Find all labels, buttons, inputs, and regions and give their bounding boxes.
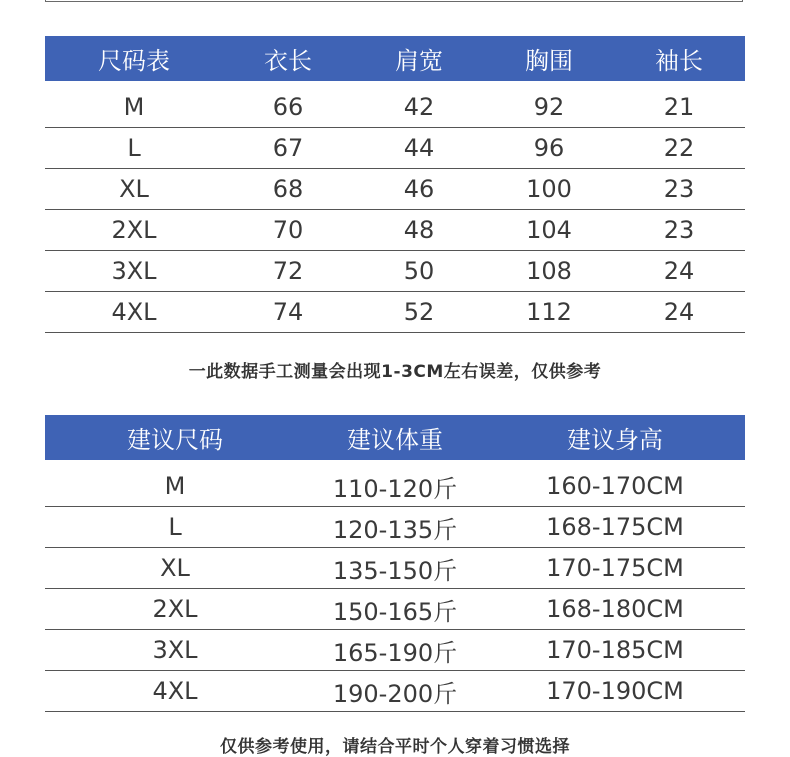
table-row [45,589,745,630]
cell-sleeve: 23 [613,210,745,251]
previous-section-frame [45,0,743,2]
cell-sleeve: 23 [613,169,745,210]
cell-size: 3XL [45,630,305,671]
cell-size: M [45,87,223,128]
header-recommended-height: 建议身高 [485,415,745,460]
cell-chest: 92 [485,87,613,128]
cell-chest: 104 [485,210,613,251]
measurement-note: 一此数据手工测量会出现1-3CM左右误差，仅供参考 [188,362,602,382]
table-row [45,466,745,507]
cell-size: 2XL [45,210,223,251]
cell-weight: 190-200斤 [305,671,485,712]
header-size: 尺码表 [45,36,223,81]
cell-weight: 110-120斤 [305,466,485,507]
cell-length: 68 [223,169,353,210]
header-length: 衣长 [223,36,353,81]
table-row [45,128,745,169]
recommendation-table [45,415,745,712]
cell-size: L [45,128,223,169]
header-recommended-weight: 建议体重 [305,415,485,460]
cell-sleeve: 24 [613,292,745,333]
header-shoulder: 肩宽 [353,36,485,81]
cell-shoulder: 50 [353,251,485,292]
cell-sleeve: 22 [613,128,745,169]
cell-size: M [45,466,305,507]
cell-weight: 150-165斤 [305,589,485,630]
header-chest: 胸围 [485,36,613,81]
cell-shoulder: 48 [353,210,485,251]
cell-length: 74 [223,292,353,333]
table-row [45,87,745,128]
cell-size: L [45,507,305,548]
cell-shoulder: 44 [353,128,485,169]
table-row [45,630,745,671]
cell-chest: 112 [485,292,613,333]
cell-size: 3XL [45,251,223,292]
cell-chest: 96 [485,128,613,169]
cell-height: 170-185CM [485,630,745,671]
recommendation-header-row [45,415,745,460]
cell-chest: 108 [485,251,613,292]
table-row [45,671,745,712]
table-row [45,548,745,589]
cell-chest: 100 [485,169,613,210]
cell-weight: 120-135斤 [305,507,485,548]
recommendation-note: 仅供参考使用，请结合平时个人穿着习惯选择 [220,737,570,757]
cell-size: XL [45,548,305,589]
table-row [45,292,745,333]
cell-length: 67 [223,128,353,169]
table-row [45,251,745,292]
cell-height: 170-175CM [485,548,745,589]
cell-height: 160-170CM [485,466,745,507]
header-recommended-size: 建议尺码 [45,415,305,460]
cell-height: 168-180CM [485,589,745,630]
cell-length: 72 [223,251,353,292]
cell-sleeve: 21 [613,87,745,128]
cell-height: 168-175CM [485,507,745,548]
table-row [45,169,745,210]
cell-shoulder: 46 [353,169,485,210]
cell-size: 4XL [45,671,305,712]
cell-length: 70 [223,210,353,251]
table-row [45,507,745,548]
cell-sleeve: 24 [613,251,745,292]
cell-weight: 165-190斤 [305,630,485,671]
cell-weight: 135-150斤 [305,548,485,589]
cell-size: XL [45,169,223,210]
cell-size: 4XL [45,292,223,333]
header-sleeve: 袖长 [613,36,745,81]
size-chart-header-row [45,36,745,81]
table-row [45,210,745,251]
cell-shoulder: 52 [353,292,485,333]
size-chart-table [45,36,745,333]
cell-height: 170-190CM [485,671,745,712]
cell-size: 2XL [45,589,305,630]
cell-shoulder: 42 [353,87,485,128]
cell-length: 66 [223,87,353,128]
